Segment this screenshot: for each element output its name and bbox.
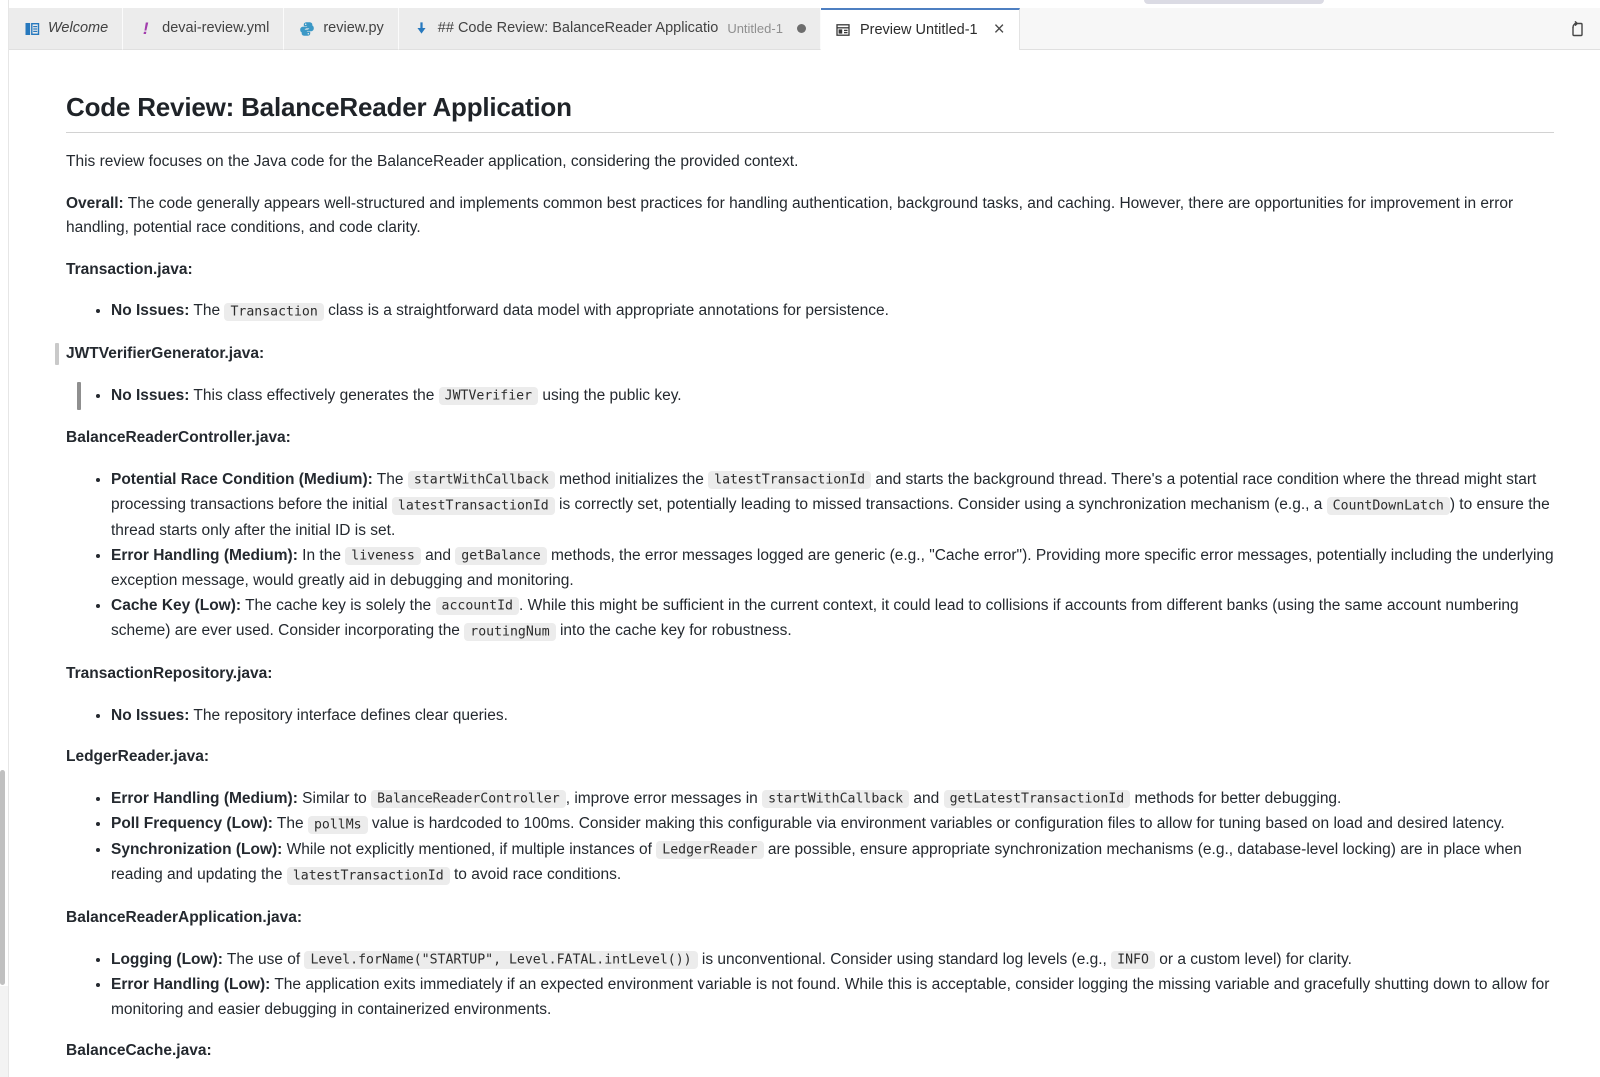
- issue-list: [66, 948, 1554, 1023]
- issue-item: • No Issues: The Transaction class is a straightforward data model with appropriate annotations for persistence.: [111, 299, 1554, 325]
- inline-code: startWithCallback: [762, 790, 909, 808]
- inline-code: routingNum: [464, 623, 555, 641]
- tab-devai-review-yml[interactable]: [123, 8, 284, 50]
- tab-review-py[interactable]: [284, 8, 398, 50]
- issue-label: Logging (Low):: [111, 950, 223, 968]
- issue-item: • Logging (Low): The use of Level.forName("STARTUP", Level.FATAL.intLevel()) is unconventional. Consider using standard log levels (e.g., INFO or a custom level) for clarity.: [111, 948, 1554, 974]
- editor-sync-marker: [77, 382, 81, 410]
- section-heading: BalanceCache.java:: [66, 1042, 212, 1060]
- tab-label: ## Code Review: BalanceReader Applicatio: [437, 20, 719, 37]
- issue-label: Overall:: [66, 194, 124, 212]
- tab-label: Preview Untitled-1: [859, 21, 978, 38]
- modified-dot-icon: [797, 24, 806, 33]
- inline-code: startWithCallback: [408, 471, 555, 489]
- section-heading: JWTVerifierGenerator.java:: [66, 342, 1554, 367]
- inline-code: accountId: [436, 597, 519, 615]
- tab-welcome[interactable]: [9, 8, 123, 50]
- editor-group: [8, 0, 1600, 1077]
- issue-item: • Error Handling (Medium): In the liveness and getBalance methods, the error messages logged are generic (e.g., "Cache error"). Providing more specific error messages, potentially including the underlying exception message, would greatly aid in debugging and monitoring.: [111, 544, 1554, 594]
- tab-code-review-untitled[interactable]: [399, 8, 821, 50]
- section-heading: BalanceReaderController.java:: [66, 429, 291, 447]
- tab-description: Untitled-1: [727, 21, 783, 36]
- section-heading: LedgerReader.java:: [66, 748, 210, 766]
- tab-label: review.py: [323, 20, 384, 37]
- left-editor-scrollbar-track: [0, 986, 8, 1077]
- yaml-icon: !: [142, 19, 149, 38]
- inline-code: getLatestTransactionId: [944, 790, 1131, 808]
- editor-group-top: [9, 0, 1600, 8]
- inline-code: Transaction: [224, 303, 323, 321]
- review-sections: [66, 258, 1554, 1064]
- issue-item: • Synchronization (Low): While not explicitly mentioned, if multiple instances of LedgerReader are possible, ensure appropriate synchronization mechanisms (e.g., database-level locking) are in place when reading and updating the latestTransactionId to avoid race conditions.: [111, 838, 1554, 889]
- section-heading: TransactionRepository.java:: [66, 664, 273, 682]
- inline-code: BalanceReaderController: [371, 790, 566, 808]
- issue-label: No Issues:: [111, 386, 190, 404]
- issue-label: Error Handling (Low):: [111, 976, 271, 994]
- issue-label: Error Handling (Medium):: [111, 546, 298, 564]
- editor-sync-marker: [55, 343, 59, 365]
- section-heading: Transaction.java:: [66, 260, 193, 278]
- overall-paragraph: Overall: The code generally appears well-structured and implements common best practices for handling authentication, background tasks, and caching. However, there are opportunities for improvement in error handling, potential race conditions, and code clarity.: [66, 194, 1514, 237]
- python-icon: [298, 20, 315, 37]
- issue-item: • Cache Key (Low): The cache key is solely the accountId . While this might be sufficient in the current context, it could lead to collisions if accounts from different banks (using the same account numbering scheme) are ever used. Consider incorporating the routingNum into the cache key for robustness.: [111, 594, 1554, 645]
- split-editor-icon[interactable]: [1566, 18, 1588, 40]
- issue-list: [66, 468, 1554, 645]
- inline-code: LedgerReader: [656, 841, 763, 859]
- issue-label: Synchronization (Low):: [111, 840, 283, 858]
- issue-label: Poll Frequency (Low):: [111, 815, 273, 833]
- inline-code: liveness: [345, 547, 421, 565]
- inline-code: JWTVerifier: [439, 387, 538, 405]
- issue-label: Potential Race Condition (Medium):: [111, 470, 373, 488]
- inline-code: latestTransactionId: [392, 497, 555, 515]
- tab-label: devai-review.yml: [162, 20, 270, 37]
- issue-item: • No Issues: The repository interface defines clear queries.: [111, 704, 1554, 729]
- issue-item: • Potential Race Condition (Medium): The startWithCallback method initializes the latestTransactionId and starts the background thread. There's a potential race condition where the thread might start processing transactions before the initial latestTransactionId is correctly set, potentially leading to missed transactions. Consider using a synchronization mechanism (e.g., a CountDownLatch ) to ensure the thread starts only after the initial ID is set.: [111, 468, 1554, 544]
- issue-list: [66, 384, 1554, 410]
- issue-label: No Issues:: [111, 706, 190, 724]
- close-icon[interactable]: ×: [993, 19, 1005, 40]
- issue-item: • Poll Frequency (Low): The pollMs value is hardcoded to 100ms. Consider making this configurable via environment variables or configuration files to allow for tuning based on load and desired latency.: [111, 812, 1554, 838]
- markdown-preview-pane: [9, 50, 1600, 1064]
- welcome-icon: [23, 20, 40, 37]
- issue-label: Error Handling (Medium):: [111, 789, 298, 807]
- inline-code: CountDownLatch: [1327, 497, 1450, 515]
- inline-code: pollMs: [308, 816, 368, 834]
- issue-list: [66, 704, 1554, 729]
- issue-list: [66, 299, 1554, 325]
- issue-label: No Issues:: [111, 302, 190, 320]
- tab-label: Welcome: [48, 20, 109, 37]
- issue-label: Cache Key (Low):: [111, 596, 242, 614]
- issue-list: [66, 787, 1554, 889]
- issue-item: • No Issues: This class effectively generates the JWTVerifier using the public key.: [111, 384, 1554, 410]
- quick-input-edge: [1144, 0, 1324, 4]
- inline-code: Level.forName("STARTUP", Level.FATAL.intLevel()): [304, 951, 697, 969]
- inline-code: INFO: [1111, 951, 1155, 969]
- inline-code: latestTransactionId: [287, 867, 450, 885]
- page-title: Code Review: BalanceReader Application: [66, 92, 1554, 133]
- inline-code: latestTransactionId: [708, 471, 871, 489]
- markdown-icon: [413, 20, 430, 37]
- issue-item: • Error Handling (Low): The application exits immediately if an expected environment variable is not found. While this is acceptable, consider logging the missing variable and gracefully shutting down to allow for monitoring and easier debugging in containerized environments.: [111, 973, 1554, 1022]
- preview-icon: [835, 22, 852, 39]
- issue-item: • Error Handling (Medium): Similar to BalanceReaderController , improve error messages in startWithCallback and getLatestTransactionId methods for better debugging.: [111, 787, 1554, 813]
- markdown-document: [66, 92, 1554, 1064]
- left-editor-scrollbar-thumb[interactable]: [0, 770, 5, 985]
- intro-paragraph: This review focuses on the Java code for the BalanceReader application, considering the provided context.: [66, 153, 799, 170]
- inline-code: getBalance: [455, 547, 546, 565]
- section-heading: BalanceReaderApplication.java:: [66, 909, 303, 927]
- tab-bar: [9, 8, 1600, 50]
- tab-bar-filler: [1020, 8, 1600, 50]
- tab-preview-untitled-1[interactable]: [821, 8, 1020, 50]
